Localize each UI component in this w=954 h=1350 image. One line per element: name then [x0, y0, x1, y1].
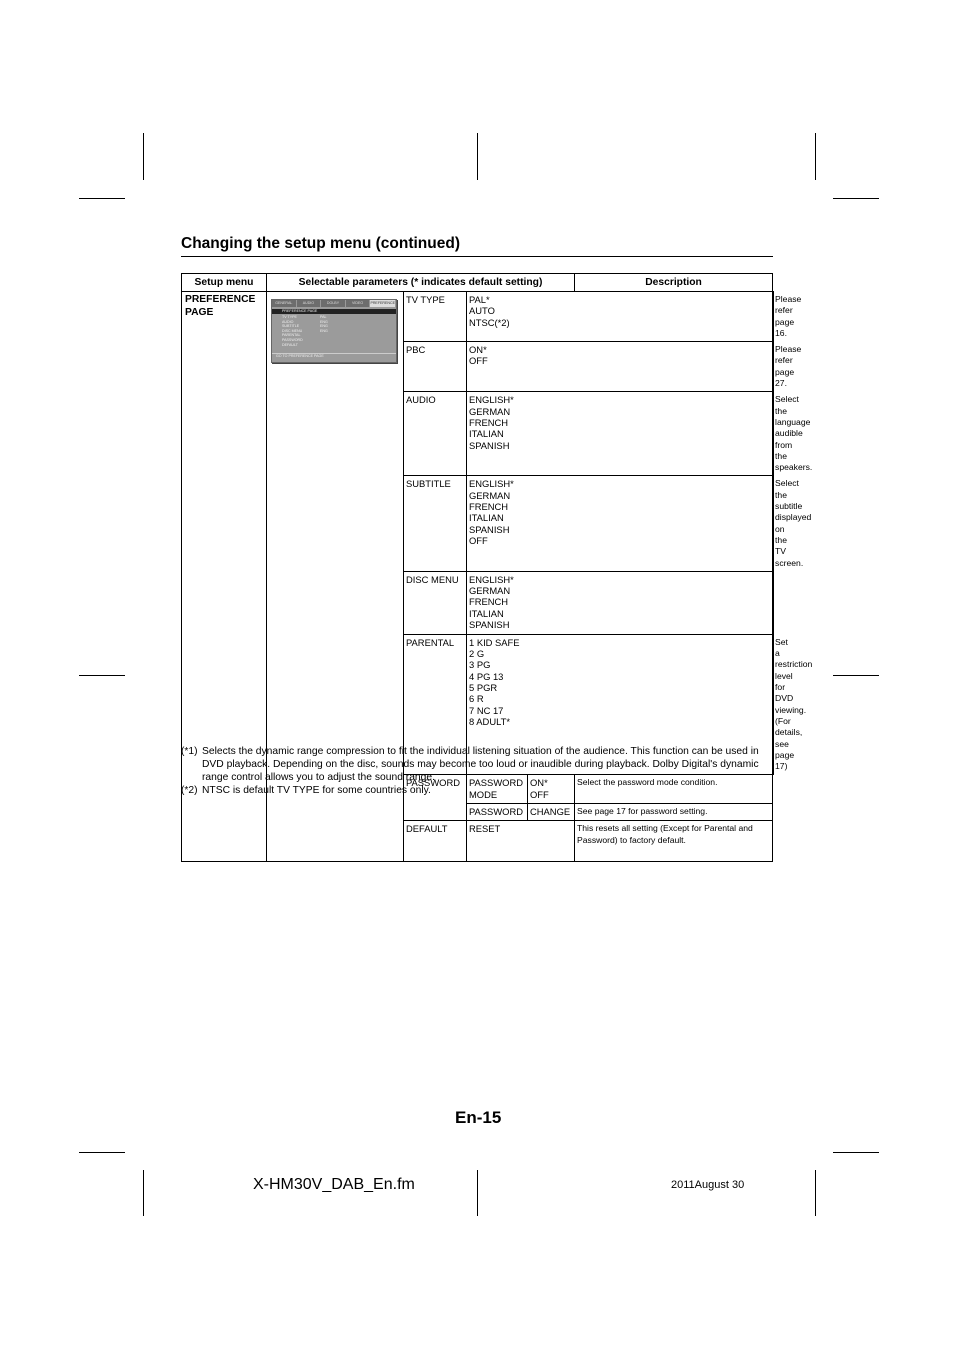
setting-description: Please refer page 27.: [775, 344, 802, 389]
setting-description: Set a restriction level for DVD viewing. (For details, see page 17): [775, 636, 813, 772]
crop-mark: [833, 675, 879, 676]
thumbnail-tabs: [272, 300, 396, 307]
thumbnail-item-label: DEFAULT: [282, 342, 298, 347]
option-value: ITALIAN: [469, 512, 504, 524]
footnote: [181, 745, 773, 784]
table-header-row: [182, 274, 774, 292]
option-value: 2 G: [469, 648, 485, 660]
thumbnail-item-value: ENG: [320, 319, 328, 324]
option-value: ON*: [530, 777, 548, 789]
option-value: 5 PGR: [469, 682, 498, 694]
setting-description: See page 17 for password setting.: [575, 804, 773, 821]
footer-filename: X-HM30V_DAB_En.fm: [253, 1176, 415, 1193]
option-value: GERMAN: [469, 585, 511, 597]
header-parameters: Selectable parameters (* indicates default setting): [267, 274, 575, 292]
crop-mark: [477, 133, 478, 180]
table-row: [182, 292, 774, 342]
option-value: SPANISH: [469, 439, 510, 451]
setting-name: AUDIO: [404, 392, 467, 476]
option-value: ITALIAN: [469, 428, 504, 440]
crop-mark: [79, 675, 125, 676]
setting-name: DISC MENU: [404, 571, 467, 634]
footnote-tag: (*1): [181, 746, 198, 757]
option-value: NTSC(*2): [469, 316, 510, 328]
option-value: 7 NC 17: [469, 704, 504, 716]
setting-name: PARENTAL: [404, 634, 467, 775]
crop-mark: [815, 1170, 816, 1216]
option-value: GERMAN: [469, 489, 511, 501]
setting-name: SUBTITLE: [404, 476, 467, 571]
menu-screen-thumbnail: [271, 299, 397, 363]
header-description: Description: [575, 274, 773, 292]
setting-description: Please refer page 16.: [775, 294, 802, 338]
thumbnail-items: [272, 314, 396, 347]
thumbnail-item-label: DISC MENU: [282, 328, 303, 333]
thumbnail-tab: VIDEO: [346, 300, 371, 307]
setting-name: PASSWORD: [404, 775, 467, 821]
option-value: OFF: [469, 534, 488, 546]
setting-options: RESET: [467, 821, 575, 862]
menu-name-label: PREFERENCE PAGE: [185, 294, 256, 318]
thumbnail-tab: AUDIO: [297, 300, 322, 307]
option-value: AUTO: [469, 305, 495, 317]
thumbnail-item-label: AUDIO: [282, 319, 294, 324]
option-value: FRENCH: [469, 596, 509, 608]
option-value: 4 PG 13: [469, 670, 504, 682]
thumbnail-item-label: PARENTAL: [282, 333, 301, 338]
setting-description: This resets all setting (Except for Parental and Password) to factory default.: [575, 821, 773, 862]
footnote-text: Selects the dynamic range compression to fit the individual listening situation of the audience. This function can be used in DVD playback. Depending on the disc, sounds may become too loud or inaudible during playback. Dolby Digital's dynamic range control allows you to adjust the sound range.: [202, 746, 759, 783]
option-value: 6 R: [469, 693, 484, 705]
header-setup-menu: Setup menu: [182, 274, 267, 292]
thumbnail-item-value: ENG: [320, 324, 328, 329]
option-value: SPANISH: [469, 523, 510, 535]
setting-description: [773, 571, 774, 634]
option-value: 8 ADULT*: [469, 715, 510, 727]
option-value: ENGLISH*: [469, 478, 514, 490]
option-value: GERMAN: [469, 405, 511, 417]
page-number: En-15: [455, 1108, 502, 1127]
footnote-tag: (*2): [181, 785, 198, 796]
option-value: OFF: [530, 788, 549, 800]
footer-date: 2011August 30: [671, 1179, 745, 1191]
option-value: ITALIAN: [469, 607, 504, 619]
password-change-label: PASSWORD: [467, 804, 528, 821]
thumbnail-item-value: ENG: [320, 328, 328, 333]
thumbnail-item-value: PAL: [320, 315, 327, 319]
crop-mark: [477, 1170, 478, 1216]
password-mode-label: PASSWORD MODE: [467, 775, 528, 804]
setting-name: DEFAULT: [404, 821, 467, 862]
thumbnail-item-label: PASSWORD: [282, 337, 303, 342]
setting-name: TV TYPE: [404, 292, 467, 342]
thumbnail-item-label: TV TYPE: [282, 315, 297, 319]
footnote: [181, 784, 773, 797]
setting-name: PBC: [404, 342, 467, 392]
option-value: PAL*: [469, 294, 490, 305]
crop-mark: [833, 1152, 879, 1153]
footnotes: [181, 745, 773, 797]
setting-description: Select the subtitle displayed on the TV screen.: [775, 478, 812, 568]
option-value: ENGLISH*: [469, 573, 514, 585]
thumbnail-item-label: SUBTITLE: [282, 324, 300, 329]
heading-rule: [181, 256, 773, 257]
thumbnail-tab: GENERAL: [272, 300, 297, 307]
crop-mark: [143, 1170, 144, 1216]
crop-mark: [815, 133, 816, 180]
option-value: OFF: [469, 355, 488, 367]
crop-mark: [79, 198, 125, 199]
thumbnail-tab: DOLBY: [321, 300, 346, 307]
option-value: SPANISH: [469, 619, 510, 631]
option-value: 1 KID SAFE: [469, 636, 520, 648]
setting-description: Select the password mode condition.: [575, 775, 773, 804]
crop-mark: [143, 133, 144, 180]
crop-mark: [79, 1152, 125, 1153]
thumbnail-item: [282, 343, 396, 348]
option-value: ENGLISH*: [469, 394, 514, 406]
footnote-text: NTSC is default TV TYPE for some countries only.: [202, 785, 431, 796]
setting-description: Select the language audible from the speakers.: [775, 394, 813, 473]
section-heading: Changing the setup menu (continued): [181, 235, 460, 252]
thumbnail-page-title: PREFERENCE PAGE: [272, 309, 396, 314]
option-value: 3 PG: [469, 659, 491, 671]
thumbnail-tab: PREFERENCE: [370, 301, 395, 305]
crop-mark: [833, 198, 879, 199]
setting-options: [467, 571, 773, 634]
option-value: FRENCH: [469, 501, 509, 513]
password-change-option: CHANGE: [528, 804, 575, 821]
option-value: FRENCH: [469, 416, 509, 428]
thumbnail-footer: GO TO PREFERENCE PAGE: [272, 353, 396, 359]
option-value: ON*: [469, 344, 487, 356]
